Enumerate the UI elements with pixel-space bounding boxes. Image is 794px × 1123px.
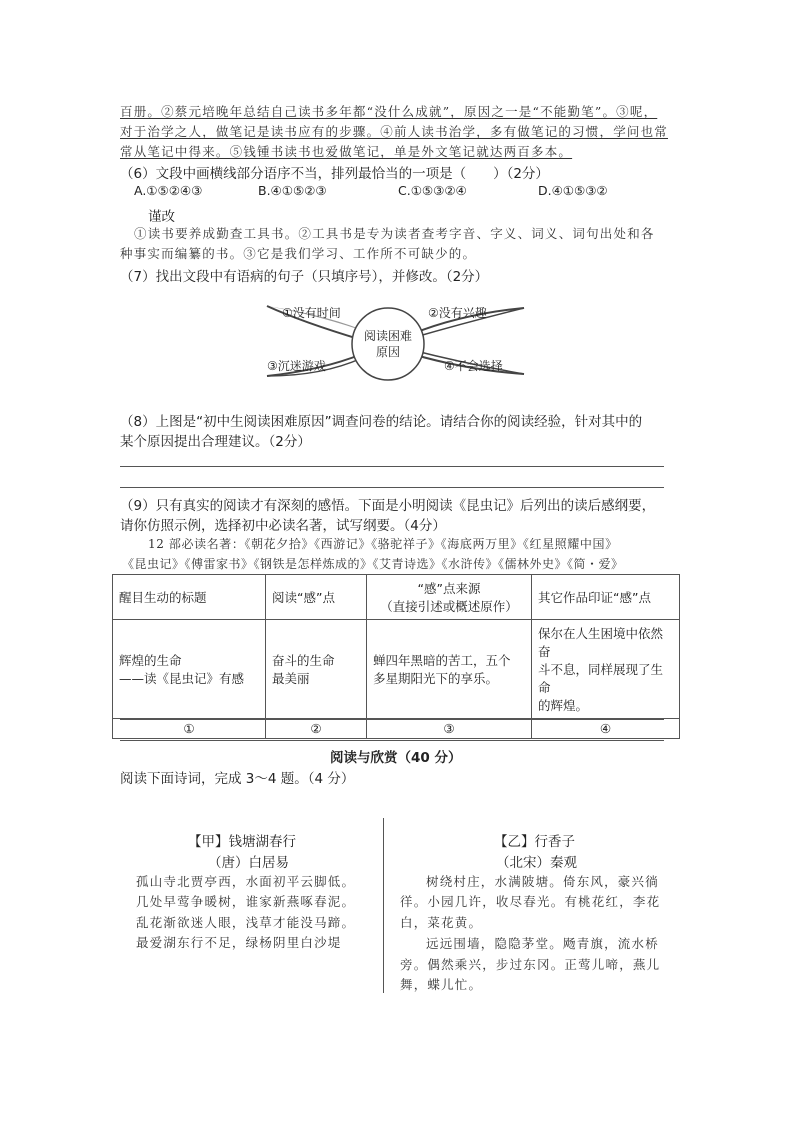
mindmap-center-line-2: 原因: [375, 345, 401, 359]
table-row: [113, 719, 680, 739]
poem-b-line: 舞，蝶儿忙。: [400, 977, 483, 992]
answer-line[interactable]: [120, 740, 664, 741]
passage-line-1: 百册。②蔡元培晚年总结自己读书多年都“没什么成就”，原因之一是“不能勤笔”。③呢，: [120, 104, 658, 119]
section-instruction: 阅读下面诗词，完成 3～4 题。（4 分）: [120, 771, 355, 787]
poem-a-line: 几处早莺争暖树，谁家新燕啄春泥。: [136, 894, 356, 909]
poem-a-title: 【甲】钱塘湖春行: [188, 834, 296, 850]
q6-option-a[interactable]: A.①⑤②④③: [134, 183, 203, 198]
answer-line[interactable]: [120, 487, 664, 488]
correction-heading: 谨改: [148, 209, 175, 225]
table-header: 醒目生动的标题: [113, 575, 266, 620]
mindmap-center-line-1: 阅读困难: [363, 329, 413, 343]
poem-b-line: 白，菜花黄。: [400, 915, 483, 930]
table-row: [113, 620, 680, 719]
poem-b-line: 远远围墙，隐隐茅堂。飏青旗，流水桥: [426, 936, 659, 951]
q7-passage-line-1: ①读书要养成勤查工具书。②工具书是专为读者查考字音、字义、词义、词句出处和各: [134, 226, 655, 241]
mindmap-item-4: ④不会选择: [444, 359, 503, 373]
poem-a-line: 乱花渐欲迷人眼，浅草才能没马蹄。: [136, 915, 356, 930]
answer-cell[interactable]: ②: [266, 719, 367, 739]
q9-books-line-2: 《昆虫记》《傅雷家书》《钢铁是怎样炼成的》《艾青诗选》《水浒传》《儒林外史》《简・爱》: [122, 557, 624, 571]
poem-divider: [383, 818, 384, 993]
poem-b-author: （北宋）秦观: [496, 855, 577, 871]
poem-a-line: 孤山寺北贾亭西，水面初平云脚低。: [136, 874, 356, 889]
poem-b-line: 树绕村庄，水满陂塘。倚东风，豪兴徜: [426, 874, 659, 889]
poem-b-title: 【乙】行香子: [494, 834, 575, 850]
q6-option-b[interactable]: B.④①⑤②③: [258, 183, 327, 198]
section-title: 阅读与欣赏（40 分）: [330, 750, 462, 766]
mindmap-item-2: ②没有兴趣: [428, 306, 487, 320]
table-cell: 奋斗的生命 最美丽: [266, 620, 367, 719]
poem-a-line: 最爱湖东行不足，绿杨阴里白沙堤: [136, 935, 342, 950]
q8-line-1: （8）上图是“初中生阅读困难原因”调查问卷的结论。请结合你的阅读经验，针对其中的: [120, 414, 643, 430]
passage-line-3: 常从笔记中得来。⑤钱锺书读书也爱做笔记，单是外文笔记就达两百多本。: [120, 144, 573, 159]
table-cell: 蝉四年黑暗的苦工，五个 多星期阳光下的享乐。: [367, 620, 532, 719]
reading-difficulty-mindmap: [262, 292, 532, 392]
q7-passage-line-2: 种事实而编纂的书。③它是我们学习、工作所不可缺少的。: [120, 246, 477, 261]
answer-cell[interactable]: ①: [113, 719, 266, 739]
table-cell: 保尔在人生困境中依然奋 斗不息，同样展现了生命 的辉煌。: [532, 620, 680, 719]
q9-line-2: 请你仿照示例，选择初中必读名著，试写纲要。（4分）: [120, 518, 446, 534]
poem-a-author: （唐）白居易: [208, 855, 289, 871]
q9-books-line-1: 12 部必读名著：《朝花夕拾》《西游记》《骆驼祥子》《海底两万里》《红星照耀中国》: [148, 537, 618, 551]
q7-stem: （7）找出文段中有语病的句子（只填序号），并修改。（2分）: [120, 269, 489, 285]
answer-cell[interactable]: ③: [367, 719, 532, 739]
q6-option-d[interactable]: D.④①⑤③②: [538, 183, 608, 198]
answer-line[interactable]: [120, 719, 664, 720]
mindmap-item-3: ③沉迷游戏: [267, 359, 326, 373]
table-header-source: “感”点来源 （直接引述或概述原作）: [367, 575, 532, 620]
table-header: 其它作品印证“感”点: [532, 575, 680, 620]
table-header: 阅读“感”点: [266, 575, 367, 620]
q6-option-c[interactable]: C.①⑤③②④: [398, 183, 467, 198]
answer-cell[interactable]: ④: [532, 719, 680, 739]
table-cell: 辉煌的生命 ——读《昆虫记》有感: [113, 620, 266, 719]
passage-line-2: 对于治学之人，做笔记是读书应有的步骤。④前人读书治学，多有做笔记的习惯，学问也常: [120, 124, 669, 139]
q6-stem: （6）文段中画横线部分语序不当，排列最恰当的一项是（ ）（2分）: [120, 166, 549, 182]
poem-b-line: 徉。小园几许，收尽春光。有桃花红，李花: [400, 894, 661, 909]
q8-line-2: 某个原因提出合理建议。（2分）: [120, 434, 311, 450]
poem-b-line: 旁。偶然乘兴，步过东冈。正莺儿啼，燕儿: [400, 957, 661, 972]
q9-line-1: （9）只有真实的阅读才有深刻的感悟。下面是小明阅读《昆虫记》后列出的读后感纲要，: [120, 498, 656, 514]
mindmap-item-1: ①没有时间: [282, 306, 341, 320]
mindmap-center-circle: [352, 308, 424, 380]
outline-table: [112, 574, 680, 739]
answer-line[interactable]: [120, 466, 664, 467]
